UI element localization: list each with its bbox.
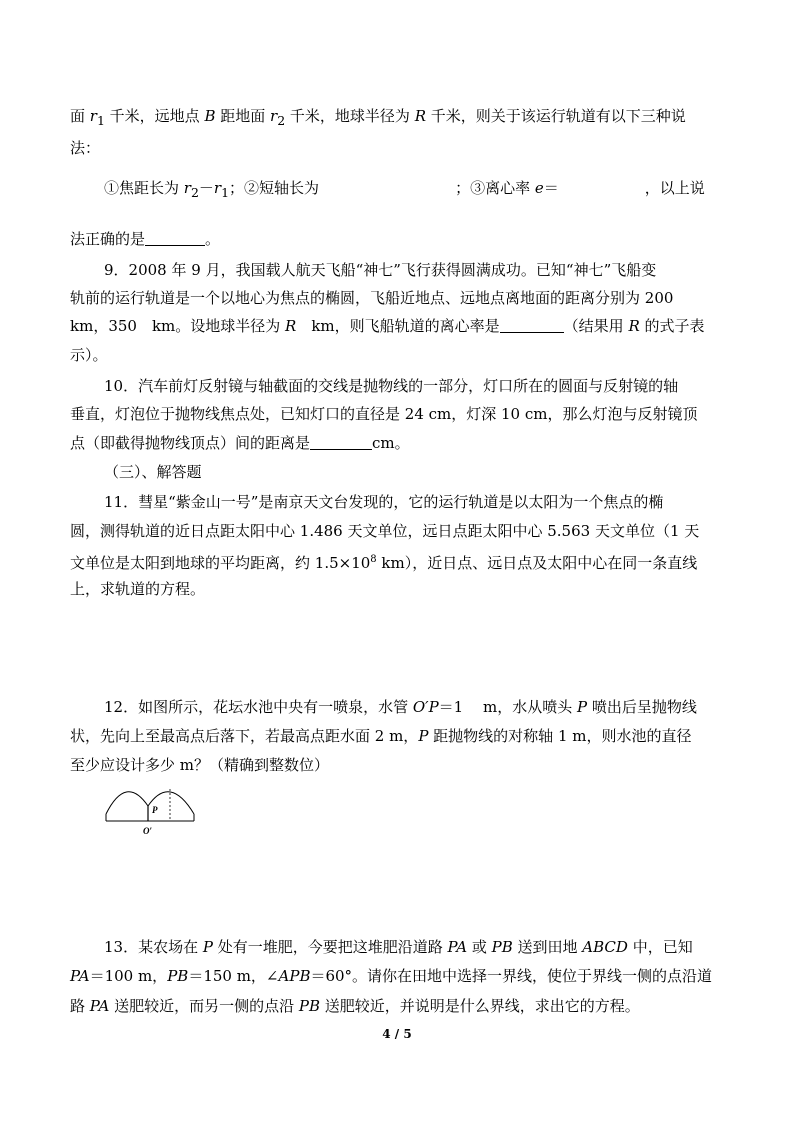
- var-R: R: [628, 317, 640, 335]
- text: ＝1 m，水从喷头: [438, 698, 577, 716]
- var-P: P: [576, 698, 588, 716]
- var: ABCD: [582, 938, 628, 956]
- subscript: 1: [96, 113, 105, 128]
- text: （结果用: [563, 317, 629, 335]
- q11-line-2: 圆，测得轨道的近日点距太阳中心 1.486 天文单位，远日点距太阳中心 5.563 天文单位（1 天: [70, 522, 700, 540]
- text: ＝60°。请你在田地中选择一界线，使位于界线一侧的点沿道: [310, 967, 713, 985]
- fountain-figure: [100, 780, 210, 844]
- q10-line-2: 垂直，灯泡位于抛物线焦点处，已知灯口的直径是 24 cm，灯深 10 cm，那么灯泡与反射镜顶: [70, 405, 698, 423]
- text: ①焦距长为: [104, 179, 184, 197]
- q10-line-1: 10．汽车前灯反射镜与轴截面的交线是抛物线的一部分，灯口所在的圆面与反射镜的轴: [104, 377, 679, 395]
- var: P: [202, 938, 213, 956]
- intro-line-1: [70, 106, 686, 131]
- q9-line-4: 示）。: [70, 346, 108, 364]
- answer-blank[interactable]: [145, 231, 205, 246]
- text: 距地面: [215, 107, 271, 125]
- fountain-diagram: [100, 780, 210, 840]
- text: km），近日点、远日点及太阳中心在同一条直线: [376, 554, 698, 572]
- q11-line-1: 11．彗星“紫金山一号”是南京天文台发现的，它的运行轨道是以太阳为一个焦点的椭: [104, 493, 664, 511]
- text: 状，先向上至最高点后落下，若最高点距水面 2 m，: [70, 727, 419, 745]
- var: PB: [298, 997, 321, 1015]
- text: 点（即截得抛物线顶点）间的距离是: [70, 434, 311, 452]
- var: PB: [491, 938, 513, 956]
- q9-line-1: 9．2008 年 9 月，我国载人航天飞船“神七”飞行获得圆满成功。已知“神七”飞船变: [104, 261, 657, 279]
- text: ，以上说: [644, 179, 705, 197]
- page-number: 4 / 5: [382, 1027, 412, 1041]
- var-e: e: [534, 179, 544, 197]
- var-P: P: [418, 727, 429, 745]
- text: ＝150 m，∠: [188, 967, 279, 985]
- var: PA: [89, 997, 110, 1015]
- text: km，350 km。设地球半径为: [70, 317, 286, 335]
- var: APB: [278, 967, 311, 985]
- label-P: P: [152, 805, 158, 815]
- subscript: 1: [221, 185, 230, 200]
- q11-line-3: [70, 550, 697, 573]
- q12-line-3: 至少应设计多少 m？（精确到整数位）: [70, 756, 329, 774]
- text: ；②短轴长为: [229, 179, 320, 197]
- text: 或: [467, 938, 492, 956]
- q13-line-3: [70, 996, 640, 1016]
- text: 喷出后呈抛物线: [587, 698, 697, 716]
- label-O-prime: O′: [143, 826, 153, 836]
- text: 送到田地: [512, 938, 583, 956]
- text: 文单位是太阳到地球的平均距离，约 1.5×10: [70, 554, 371, 572]
- text: ＝100 m，: [89, 967, 168, 985]
- left-parabola: [106, 792, 148, 814]
- var: PA: [70, 967, 90, 985]
- text: 的式子表: [639, 317, 705, 335]
- var-r: r: [89, 107, 97, 125]
- text: ＝: [543, 179, 559, 197]
- text: 处有一堆肥，今要把这堆肥沿道路: [212, 938, 448, 956]
- intro-line-2: 法：: [70, 139, 101, 157]
- text: 千米，远地点: [104, 107, 205, 125]
- text: ；③离心率: [455, 179, 535, 197]
- text: －: [198, 179, 214, 197]
- text: 面: [70, 107, 90, 125]
- var-R: R: [285, 317, 297, 335]
- text: 法正确的是: [70, 230, 146, 248]
- var-B: B: [204, 107, 216, 125]
- text: 路: [70, 997, 90, 1015]
- text: 千米，地球半径为: [285, 107, 415, 125]
- var: PB: [167, 967, 189, 985]
- var-r: r: [270, 107, 278, 125]
- q12-line-1: [104, 697, 697, 717]
- text: 中，已知: [627, 938, 693, 956]
- var: PA: [447, 938, 468, 956]
- q9-line-3: [70, 316, 705, 336]
- text: 。: [205, 230, 221, 248]
- q12-line-2: [70, 726, 691, 746]
- superscript: 8: [370, 554, 377, 565]
- text: 13．某农场在: [104, 938, 203, 956]
- text: 千米，则关于该运行轨道有以下三种说: [426, 107, 686, 125]
- answer-blank[interactable]: [500, 318, 564, 333]
- q13-line-1: [104, 937, 693, 957]
- var-OP: O′P: [412, 698, 439, 716]
- intro-line-4: [70, 229, 220, 249]
- section-heading: （三）、解答题: [104, 463, 202, 481]
- subscript: 2: [277, 113, 286, 128]
- var-R: R: [414, 107, 426, 125]
- q11-line-4: 上，求轨道的方程。: [70, 580, 206, 598]
- q13-line-2: [70, 966, 712, 986]
- answer-blank[interactable]: [310, 435, 372, 450]
- var-r: r: [183, 179, 191, 197]
- text: 距抛物线的对称轴 1 m，则水池的直径: [428, 727, 692, 745]
- q9-line-2: 轨前的运行轨道是一个以地心为焦点的椭圆，飞船近地点、远地点离地面的距离分别为 200: [70, 289, 674, 307]
- intro-line-3: [104, 178, 705, 203]
- subscript: 2: [190, 185, 199, 200]
- text: 送肥较近，而另一侧的点沿: [109, 997, 299, 1015]
- text: 12．如图所示，花坛水池中央有一喷泉，水管: [104, 698, 413, 716]
- q10-line-3: [70, 433, 410, 453]
- var-r: r: [213, 179, 222, 197]
- text: 送肥较近，并说明是什么界线，求出它的方程。: [320, 997, 640, 1015]
- text: km，则飞船轨道的离心率是: [296, 317, 500, 335]
- text: cm。: [372, 434, 410, 452]
